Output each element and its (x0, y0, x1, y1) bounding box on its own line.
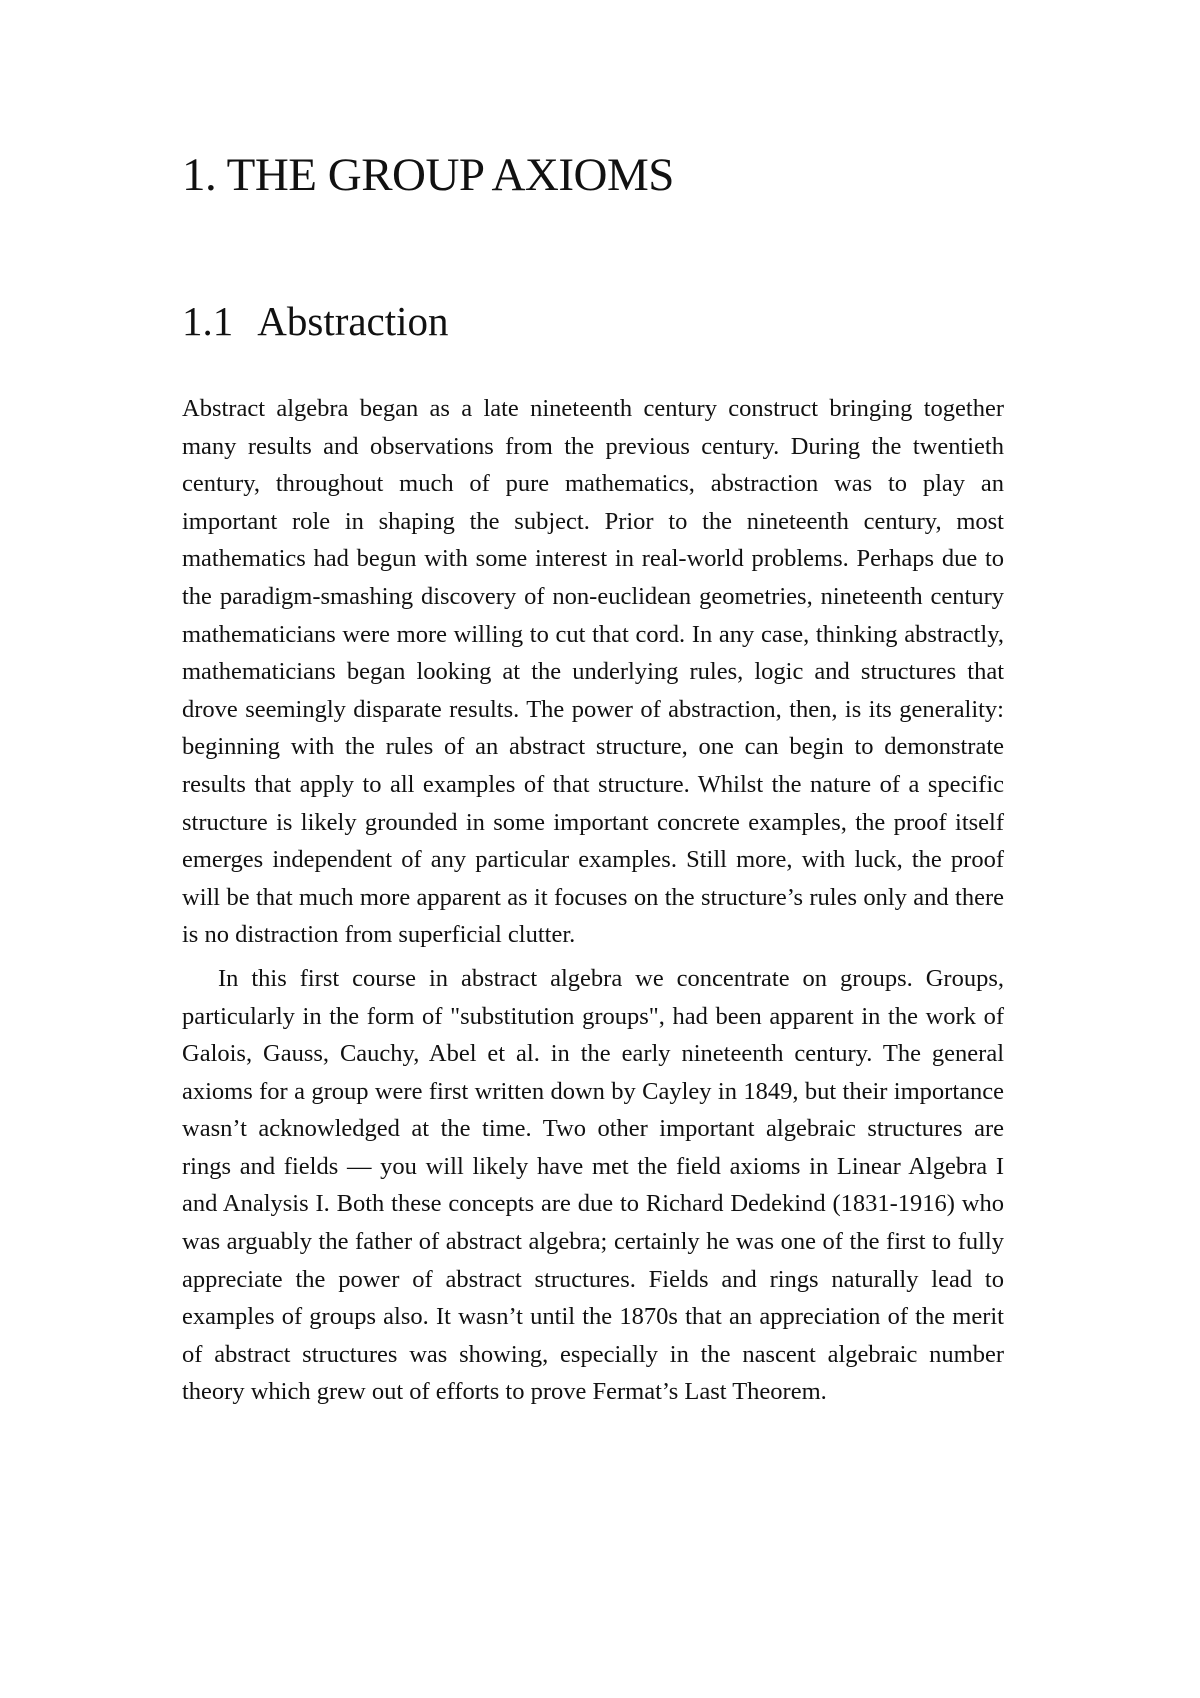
paragraph-abstraction-history: Abstract algebra began as a late nineteenth century construct bringing together many results and observations from the previous century. During the twentieth century, throughout much of pure mathematics, abstraction was to play an important role in shaping the subject. Prior to the nineteenth century, most mathematics had begun with some interest in real-world problems. Perhaps due to the paradigm-smashing discovery of non-euclidean geometries, nineteenth century mathematicians were more willing to cut that cord. In any case, thinking abstractly, mathematicians began looking at the underlying rules, logic and structures that drove seemingly disparate results. The power of abstraction, then, is its generality: beginning with the rules of an abstract structure, one can begin to demonstrate results that apply to all examples of that structure. Whilst the nature of a specific structure is likely grounded in some important concrete examples, the proof itself emerges independent of any particular examples. Still more, with luck, the proof will be that much more apparent as it focuses on the structure’s rules only and there is no distraction from superficial clutter. (182, 395, 1004, 949)
chapter-title: 1. THE GROUP AXIOMS (182, 149, 674, 201)
body-text (182, 390, 1004, 1411)
section-number: 1.1 (182, 298, 234, 344)
section-heading (182, 296, 449, 346)
section-title: Abstraction (257, 298, 449, 344)
paragraph-groups-history: In this first course in abstract algebra we concentrate on groups. Groups, particularly in the form of "substitution groups", had been apparent in the work of Galois, Gauss, Cauchy, Abel et al. in the early nineteenth century. The general axioms for a group were first written down by Cayley in 1849, but their importance wasn’t acknowledged at the time. Two other important algebraic structures are rings and fields — you will likely have met the field axioms in Linear Algebra I and Analysis I. Both these concepts are due to Richard Dedekind (1831-1916) who was arguably the father of abstract algebra; certainly he was one of the first to fully appreciate the power of abstract structures. Fields and rings naturally lead to examples of groups also. It wasn’t until the 1870s that an appreciation of the merit of abstract structures was showing, especially in the nascent algebraic number theory which grew out of efforts to prove Fermat’s Last Theorem. (182, 964, 1004, 1406)
